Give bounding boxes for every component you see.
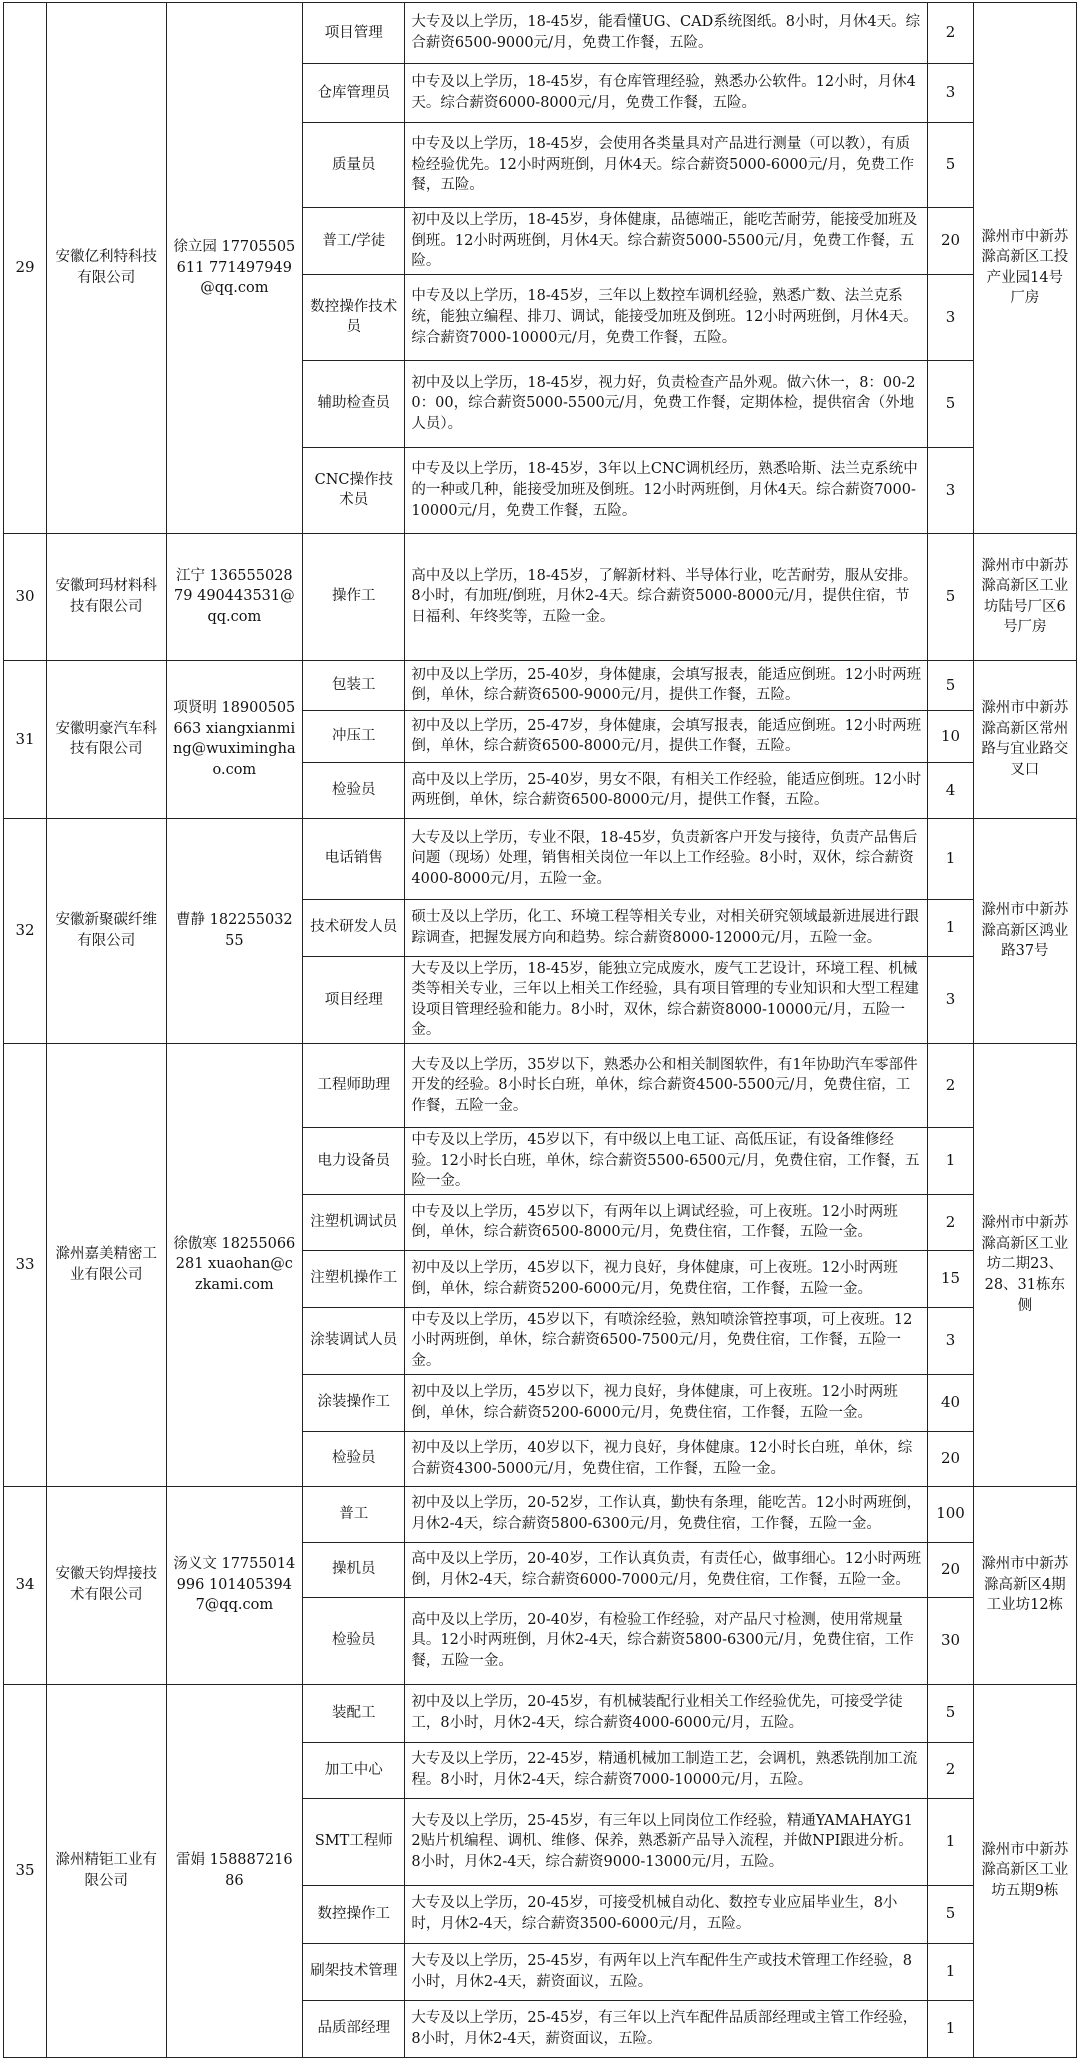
company-number: 35 xyxy=(4,1684,47,2057)
position-name: 注塑机操作工 xyxy=(303,1250,405,1307)
hiring-count: 2 xyxy=(928,3,973,64)
position-requirements: 初中及以上学历，40岁以下，视力良好，身体健康。12小时长白班，单休，综合薪资4300-5000元/月，免费住宿，工作餐，五险一金。 xyxy=(405,1431,928,1486)
company-number: 30 xyxy=(4,533,47,660)
hiring-count: 5 xyxy=(928,123,973,208)
position-name: 技术研发人员 xyxy=(303,899,405,956)
position-name: 涂装调试人员 xyxy=(303,1307,405,1374)
company-number: 34 xyxy=(4,1486,47,1684)
position-requirements: 大专及以上学历，22-45岁，精通机械加工制造工艺，会调机，熟悉铣削加工流程。8小时，月休2-4天，综合薪资7000-10000元/月，五险。 xyxy=(405,1742,928,1798)
hiring-count: 5 xyxy=(928,1684,973,1742)
position-requirements: 初中及以上学历，45岁以下，视力良好，身体健康，可上夜班。12小时两班倒，单休，综合薪资5200-6000元/月，免费住宿，工作餐，五险一金。 xyxy=(405,1374,928,1431)
position-requirements: 大专及以上学历，18-45岁，能独立完成废水，废气工艺设计，环境工程、机械类等相关专业，三年以上相关工作经验，具有项目管理的专业知识和大型工程建设项目管理经验和能力。8小时，双休，综合薪资8000-10000元/月，五险一金。 xyxy=(405,956,928,1043)
hiring-count: 1 xyxy=(928,1943,973,2000)
position-requirements: 大专及以上学历，专业不限，18-45岁，负责新客户开发与接待，负责产品售后问题（现场）处理，销售相关岗位一年以上工作经验。8小时，双休，综合薪资4000-8000元/月，五险一金。 xyxy=(405,818,928,899)
company-name: 安徽新聚碳纤维有限公司 xyxy=(47,818,166,1043)
position-requirements: 初中及以上学历，20-52岁，工作认真，勤快有条理，能吃苦。12小时两班倒，月休2-4天，综合薪资5800-6300元/月，免费住宿，工作餐，五险一金。 xyxy=(405,1486,928,1542)
position-requirements: 初中及以上学历，18-45岁，身体健康，品德端正，能吃苦耐劳，能接受加班及倒班。12小时两班倒，月休4天。综合薪资5000-5500元/月，免费工作餐，五险。 xyxy=(405,208,928,275)
position-name: CNC操作技术员 xyxy=(303,447,405,533)
hiring-count: 1 xyxy=(928,1798,973,1885)
position-requirements: 初中及以上学历，45岁以下，视力良好，身体健康，可上夜班。12小时两班倒，单休，综合薪资5200-6000元/月，免费住宿，工作餐，五险一金。 xyxy=(405,1250,928,1307)
hiring-count: 40 xyxy=(928,1374,973,1431)
position-requirements: 大专及以上学历，20-45岁，可接受机械自动化、数控专业应届毕业生，8小时，月休2-4天，综合薪资3500-6000元/月，五险。 xyxy=(405,1885,928,1943)
position-name: 辅助检查员 xyxy=(303,360,405,447)
position-name: 电话销售 xyxy=(303,818,405,899)
position-name: 仓库管理员 xyxy=(303,64,405,123)
hiring-count: 100 xyxy=(928,1486,973,1542)
hiring-count: 20 xyxy=(928,1431,973,1486)
hiring-count: 1 xyxy=(928,2000,973,2057)
company-name: 滁州精钜工业有限公司 xyxy=(47,1684,166,2057)
hiring-count: 2 xyxy=(928,1194,973,1250)
hiring-count: 15 xyxy=(928,1250,973,1307)
company-name: 滁州嘉美精密工业有限公司 xyxy=(47,1044,166,1486)
work-address: 滁州市中新苏滁高新区工业坊陆号厂区6号厂房 xyxy=(973,533,1076,660)
company-name: 安徽亿利特科技有限公司 xyxy=(47,3,166,534)
hiring-count: 3 xyxy=(928,956,973,1043)
work-address: 滁州市中新苏滁高新区工投产业园14号厂房 xyxy=(973,3,1076,534)
hiring-count: 4 xyxy=(928,762,973,818)
job-table-body xyxy=(4,3,1077,2058)
position-name: 电力设备员 xyxy=(303,1128,405,1195)
table-row xyxy=(4,1684,1077,1742)
position-name: 项目经理 xyxy=(303,956,405,1043)
hiring-count: 30 xyxy=(928,1597,973,1684)
position-requirements: 高中及以上学历，18-45岁，了解新材料、半导体行业，吃苦耐劳，服从安排。8小时，有加班/倒班，月休2-4天。综合薪资5000-8000元/月，提供住宿，节日福利、年终奖等，五险一金。 xyxy=(405,533,928,660)
hiring-count: 3 xyxy=(928,274,973,360)
company-number: 33 xyxy=(4,1044,47,1486)
contact-info: 雷娟 15888721686 xyxy=(166,1684,303,2057)
position-name: 项目管理 xyxy=(303,3,405,64)
hiring-count: 1 xyxy=(928,818,973,899)
position-name: 普工 xyxy=(303,1486,405,1542)
table-row xyxy=(4,533,1077,660)
company-number: 29 xyxy=(4,3,47,534)
contact-info: 徐傲寒 18255066281 xuaohan@czkami.com xyxy=(166,1044,303,1486)
position-name: SMT工程师 xyxy=(303,1798,405,1885)
position-name: 数控操作工 xyxy=(303,1885,405,1943)
position-name: 工程师助理 xyxy=(303,1044,405,1128)
job-listing-table xyxy=(3,2,1077,2058)
hiring-count: 1 xyxy=(928,1128,973,1195)
position-name: 操作工 xyxy=(303,533,405,660)
company-name: 安徽珂玛材料科技有限公司 xyxy=(47,533,166,660)
position-requirements: 中专及以上学历，18-45岁，会使用各类量具对产品进行测量（可以教），有质检经验优先。12小时两班倒，月休4天。综合薪资5000-6000元/月，免费工作餐，五险。 xyxy=(405,123,928,208)
position-name: 刷架技术管理 xyxy=(303,1943,405,2000)
table-row xyxy=(4,818,1077,899)
position-name: 装配工 xyxy=(303,1684,405,1742)
hiring-count: 5 xyxy=(928,360,973,447)
hiring-count: 20 xyxy=(928,208,973,275)
position-requirements: 高中及以上学历，20-40岁，有检验工作经验，对产品尺寸检测，使用常规量具。12小时两班倒，月休2-4天，综合薪资5800-6300元/月，免费住宿，工作餐，五险一金。 xyxy=(405,1597,928,1684)
table-row xyxy=(4,1486,1077,1542)
hiring-count: 5 xyxy=(928,1885,973,1943)
position-requirements: 大专及以上学历，25-45岁，有三年以上同岗位工作经验，精通YAMAHAYG12贴片机编程、调机、维修、保养，熟悉新产品导入流程，并做NPI跟进分析。8小时，月休2-4天，综合薪资9000-13000元/月，五险。 xyxy=(405,1798,928,1885)
work-address: 滁州市中新苏滁高新区工业坊五期9栋 xyxy=(973,1684,1076,2057)
position-requirements: 中专及以上学历，45岁以下，有中级以上电工证、高低压证，有设备维修经验。12小时长白班，单休，综合薪资5500-6500元/月，免费住宿，工作餐，五险一金。 xyxy=(405,1128,928,1195)
position-requirements: 中专及以上学历，18-45岁，3年以上CNC调机经历，熟悉哈斯、法兰克系统中的一种或几种，能接受加班及倒班。12小时两班倒，月休4天。综合薪资7000-10000元/月，免费工作餐，五险。 xyxy=(405,447,928,533)
hiring-count: 3 xyxy=(928,447,973,533)
hiring-count: 10 xyxy=(928,710,973,762)
position-name: 注塑机调试员 xyxy=(303,1194,405,1250)
hiring-count: 3 xyxy=(928,64,973,123)
contact-info: 徐立园 17705505611 771497949@qq.com xyxy=(166,3,303,534)
position-name: 品质部经理 xyxy=(303,2000,405,2057)
company-number: 32 xyxy=(4,818,47,1043)
position-requirements: 中专及以上学历，18-45岁，有仓库管理经验，熟悉办公软件。12小时，月休4天。综合薪资6000-8000元/月，免费工作餐，五险。 xyxy=(405,64,928,123)
position-name: 检验员 xyxy=(303,1597,405,1684)
table-row xyxy=(4,660,1077,710)
position-name: 加工中心 xyxy=(303,1742,405,1798)
contact-info: 江宁 13655502879 490443531@qq.com xyxy=(166,533,303,660)
position-requirements: 高中及以上学历，20-40岁，工作认真负责，有责任心，做事细心。12小时两班倒，月休2-4天，综合薪资6000-7000元/月，免费住宿，工作餐，五险一金。 xyxy=(405,1542,928,1597)
hiring-count: 3 xyxy=(928,1307,973,1374)
company-name: 安徽天钧焊接技术有限公司 xyxy=(47,1486,166,1684)
position-name: 检验员 xyxy=(303,1431,405,1486)
position-requirements: 大专及以上学历，35岁以下，熟悉办公和相关制图软件，有1年协助汽车零部件开发的经验。8小时长白班，单休，综合薪资4500-5500元/月，免费住宿，工作餐，五险一金。 xyxy=(405,1044,928,1128)
position-requirements: 中专及以上学历，45岁以下，有两年以上调试经验，可上夜班。12小时两班倒，单休，综合薪资6500-8000元/月，免费住宿，工作餐，五险一金。 xyxy=(405,1194,928,1250)
contact-info: 汤义文 17755014996 1014053947@qq.com xyxy=(166,1486,303,1684)
work-address: 滁州市中新苏滁高新区工业坊二期23、28、31栋东侧 xyxy=(973,1044,1076,1486)
position-requirements: 初中及以上学历，20-45岁，有机械装配行业相关工作经验优先，可接受学徒工，8小时，月休2-4天，综合薪资4000-6000元/月，五险。 xyxy=(405,1684,928,1742)
company-name: 安徽明豪汽车科技有限公司 xyxy=(47,660,166,818)
position-requirements: 高中及以上学历，25-40岁，男女不限，有相关工作经验，能适应倒班。12小时两班倒，单休，综合薪资6500-8000元/月，提供工作餐，五险。 xyxy=(405,762,928,818)
position-requirements: 大专及以上学历，25-45岁，有三年以上汽车配件品质部经理或主管工作经验，8小时，月休2-4天，薪资面议，五险。 xyxy=(405,2000,928,2057)
position-name: 包装工 xyxy=(303,660,405,710)
position-name: 操机员 xyxy=(303,1542,405,1597)
position-requirements: 初中及以上学历，25-40岁，身体健康，会填写报表，能适应倒班。12小时两班倒，单休，综合薪资6500-9000元/月，提供工作餐，五险。 xyxy=(405,660,928,710)
position-name: 冲压工 xyxy=(303,710,405,762)
hiring-count: 20 xyxy=(928,1542,973,1597)
hiring-count: 2 xyxy=(928,1044,973,1128)
position-name: 普工/学徒 xyxy=(303,208,405,275)
table-row xyxy=(4,1044,1077,1128)
hiring-count: 5 xyxy=(928,533,973,660)
contact-info: 曹静 18225503255 xyxy=(166,818,303,1043)
position-name: 涂装操作工 xyxy=(303,1374,405,1431)
position-requirements: 中专及以上学历，18-45岁，三年以上数控车调机经验，熟悉广数、法兰克系统，能独立编程、排刀、调试，能接受加班及倒班。12小时两班倒，月休4天。综合薪资7000-10000元/月，免费工作餐，五险。 xyxy=(405,274,928,360)
position-requirements: 硕士及以上学历，化工、环境工程等相关专业，对相关研究领域最新进展进行跟踪调查，把握发展方向和趋势。综合薪资8000-12000元/月，五险一金。 xyxy=(405,899,928,956)
position-requirements: 初中及以上学历，18-45岁，视力好，负责检查产品外观。做六休一，8：00-20：00，综合薪资5000-5500元/月，免费工作餐，定期体检，提供宿舍（外地人员）。 xyxy=(405,360,928,447)
work-address: 滁州市中新苏滁高新区鸿业路37号 xyxy=(973,818,1076,1043)
hiring-count: 1 xyxy=(928,899,973,956)
position-requirements: 大专及以上学历，18-45岁，能看懂UG、CAD系统图纸。8小时，月休4天。综合薪资6500-9000元/月，免费工作餐，五险。 xyxy=(405,3,928,64)
position-requirements: 中专及以上学历，45岁以下，有喷涂经验，熟知喷涂管控事项，可上夜班。12小时两班倒，单休，综合薪资6500-7500元/月，免费住宿，工作餐，五险一金。 xyxy=(405,1307,928,1374)
company-number: 31 xyxy=(4,660,47,818)
position-name: 检验员 xyxy=(303,762,405,818)
hiring-count: 5 xyxy=(928,660,973,710)
work-address: 滁州市中新苏滁高新区4期工业坊12栋 xyxy=(973,1486,1076,1684)
hiring-count: 2 xyxy=(928,1742,973,1798)
position-requirements: 初中及以上学历，25-47岁，身体健康，会填写报表，能适应倒班。12小时两班倒，单休，综合薪资6500-8000元/月，提供工作餐，五险。 xyxy=(405,710,928,762)
position-name: 数控操作技术员 xyxy=(303,274,405,360)
table-row xyxy=(4,3,1077,64)
contact-info: 项贤明 18900505663 xiangxianming@wuximinghao.com xyxy=(166,660,303,818)
position-requirements: 大专及以上学历，25-45岁，有两年以上汽车配件生产或技术管理工作经验，8小时，月休2-4天，薪资面议，五险。 xyxy=(405,1943,928,2000)
work-address: 滁州市中新苏滁高新区常州路与宜业路交叉口 xyxy=(973,660,1076,818)
position-name: 质量员 xyxy=(303,123,405,208)
